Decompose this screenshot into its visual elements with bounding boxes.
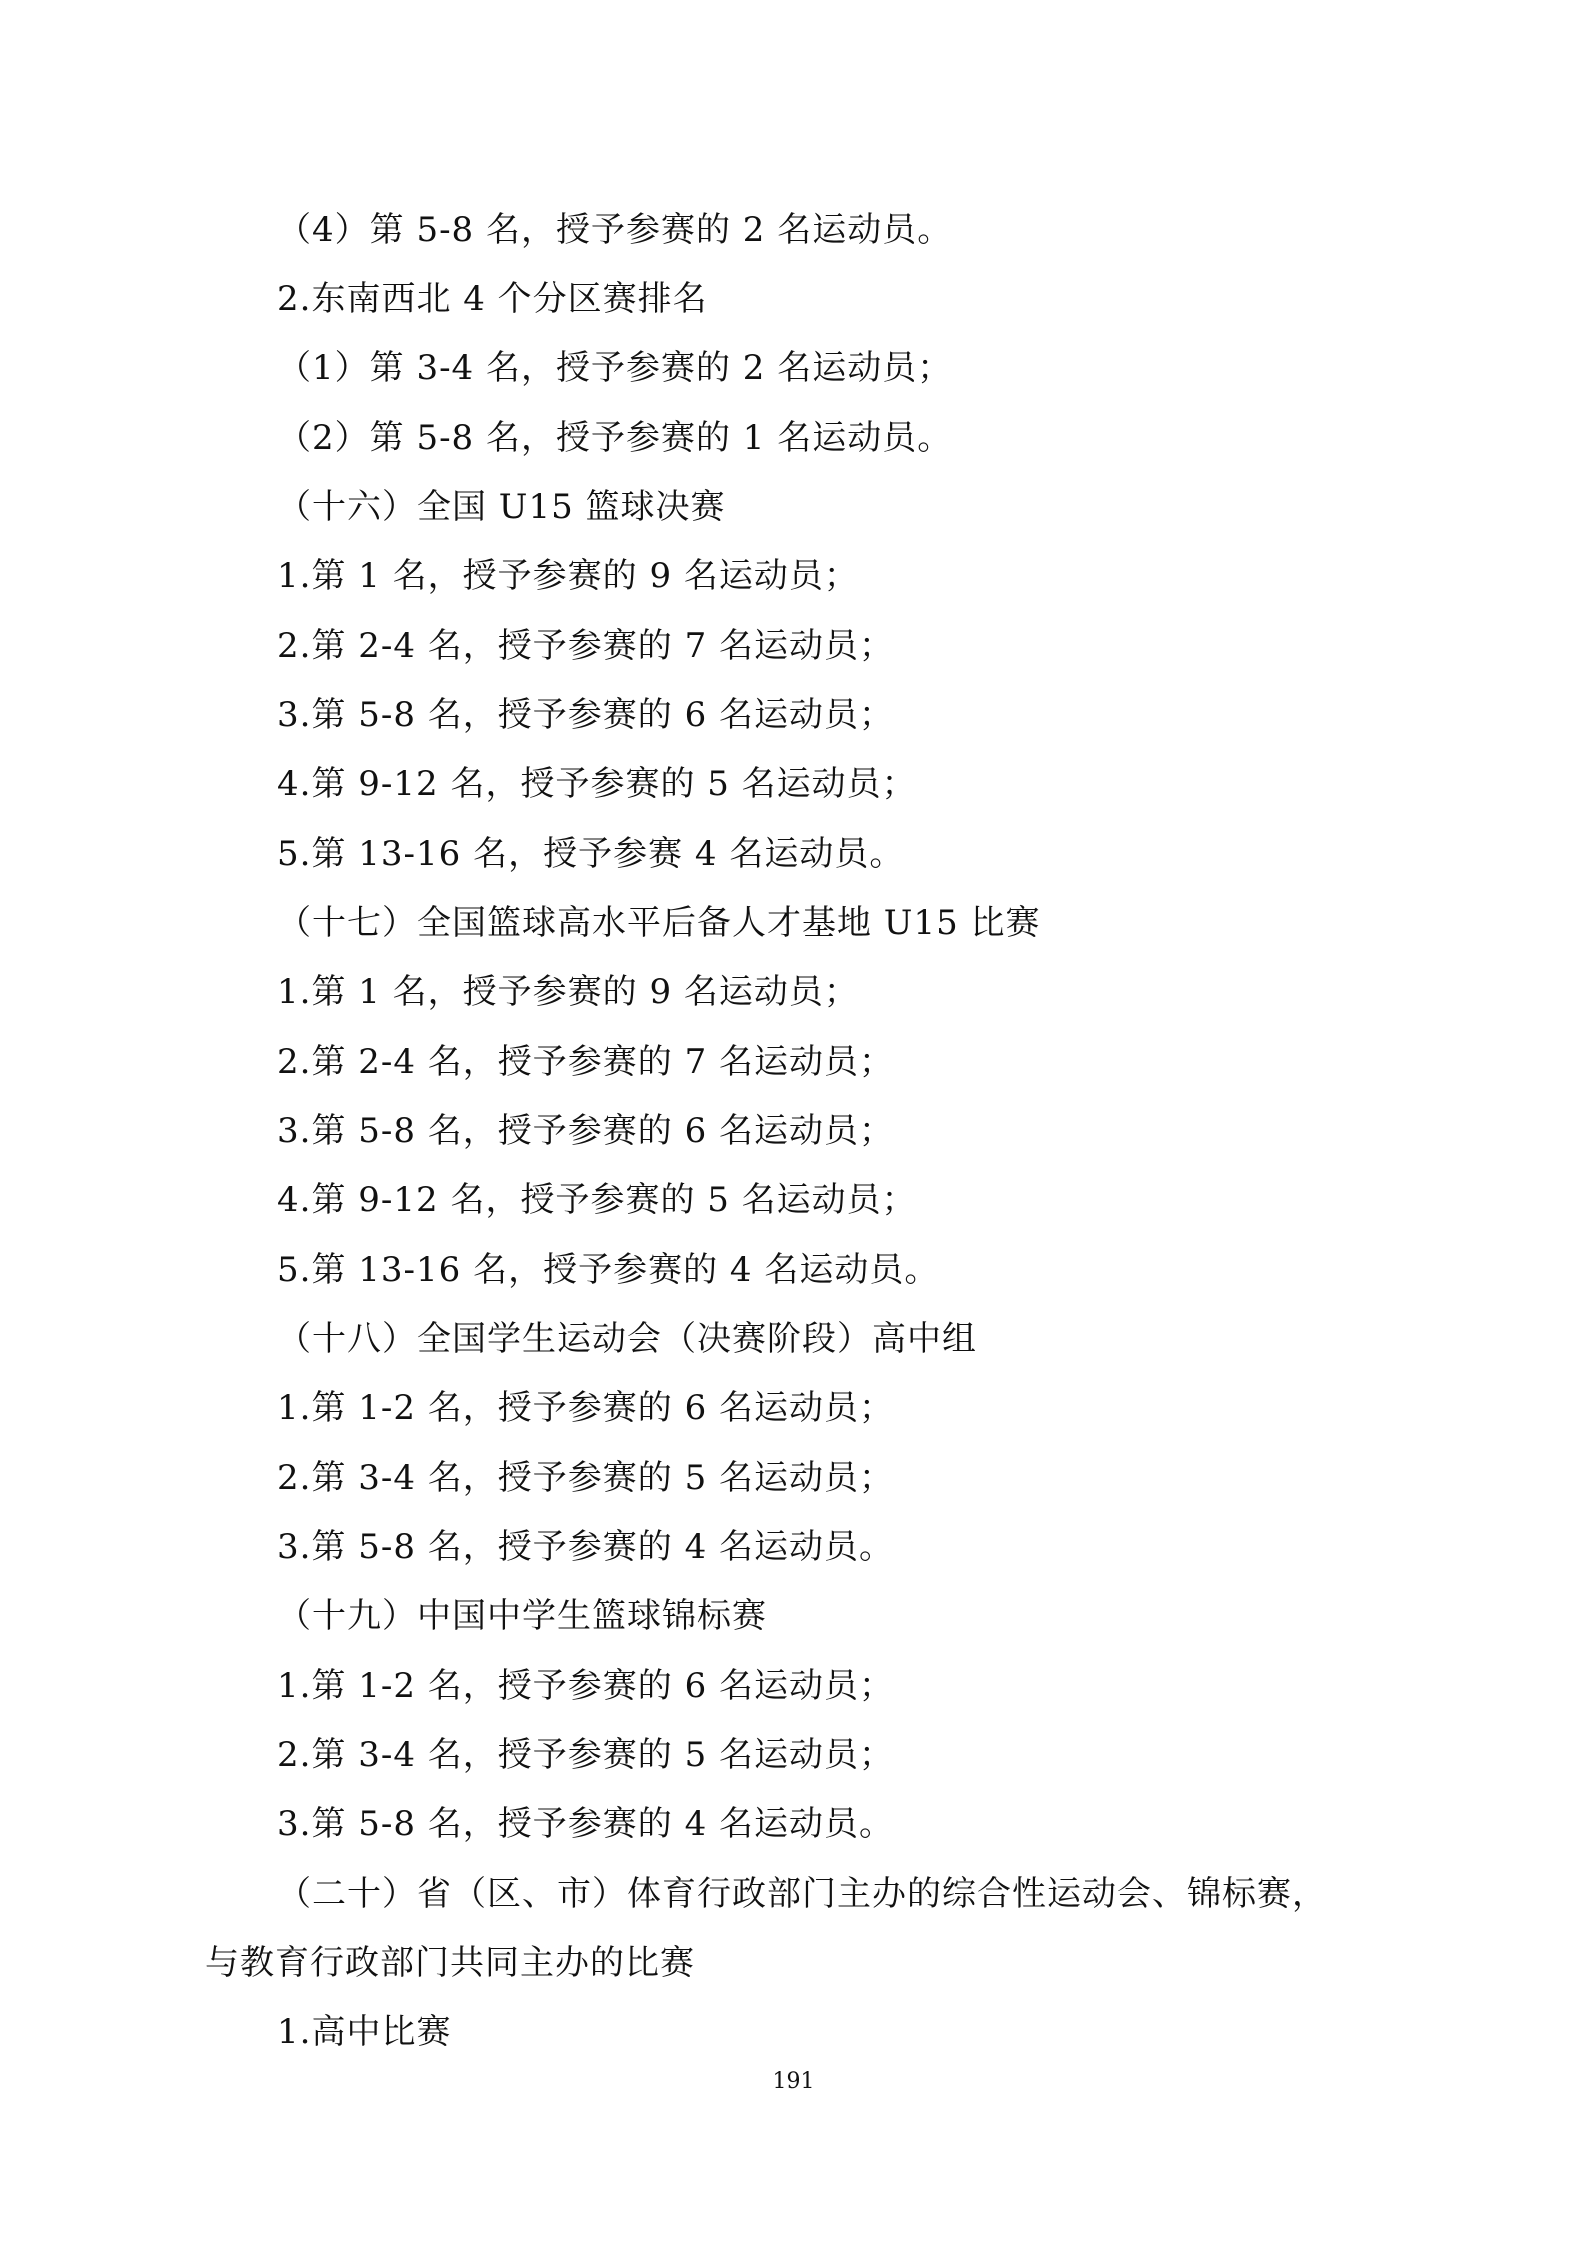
text-line: 5.第 13-16 名，授予参赛的 4 名运动员。 [277,1250,940,1290]
page-number: 191 [772,2069,815,2094]
text-line: 3.第 5-8 名，授予参赛的 4 名运动员。 [277,1527,895,1567]
text-line: （4）第 5-8 名，授予参赛的 2 名运动员。 [277,210,953,250]
section-heading: （十七）全国篮球高水平后备人才基地 U15 比赛 [277,903,1041,943]
text-line: 1.第 1-2 名，授予参赛的 6 名运动员； [277,1666,895,1706]
text-line: 2.第 3-4 名，授予参赛的 5 名运动员； [277,1735,895,1775]
text-line: 1.高中比赛 [277,2012,452,2052]
text-line: 3.第 5-8 名，授予参赛的 6 名运动员； [277,695,895,735]
text-line: 1.第 1 名，授予参赛的 9 名运动员； [277,972,859,1012]
text-line: 2.第 3-4 名，授予参赛的 5 名运动员； [277,1458,895,1498]
text-line: 4.第 9-12 名，授予参赛的 5 名运动员； [277,1180,917,1220]
text-line: 5.第 13-16 名，授予参赛 4 名运动员。 [277,834,905,874]
text-line: 2.第 2-4 名，授予参赛的 7 名运动员； [277,1042,895,1082]
section-heading: （十八）全国学生运动会（决赛阶段）高中组 [277,1319,977,1359]
text-line: 1.第 1 名，授予参赛的 9 名运动员； [277,556,859,596]
text-line: （1）第 3-4 名，授予参赛的 2 名运动员； [277,348,953,388]
text-line: （2）第 5-8 名，授予参赛的 1 名运动员。 [277,418,953,458]
section-heading: （二十）省（区、市）体育行政部门主办的综合性运动会、锦标赛， [277,1874,1327,1914]
text-line: 4.第 9-12 名，授予参赛的 5 名运动员； [277,764,917,804]
section-heading: （十九）中国中学生篮球锦标赛 [277,1596,767,1636]
text-line: 1.第 1-2 名，授予参赛的 6 名运动员； [277,1388,895,1428]
text-line: 3.第 5-8 名，授予参赛的 6 名运动员； [277,1111,895,1151]
text-line: 2.东南西北 4 个分区赛排名 [277,279,708,319]
text-line: 3.第 5-8 名，授予参赛的 4 名运动员。 [277,1804,895,1844]
section-heading-continued: 与教育行政部门共同主办的比赛 [205,1943,695,1983]
text-line: 2.第 2-4 名，授予参赛的 7 名运动员； [277,626,895,666]
section-heading: （十六）全国 U15 篮球决赛 [277,487,726,527]
